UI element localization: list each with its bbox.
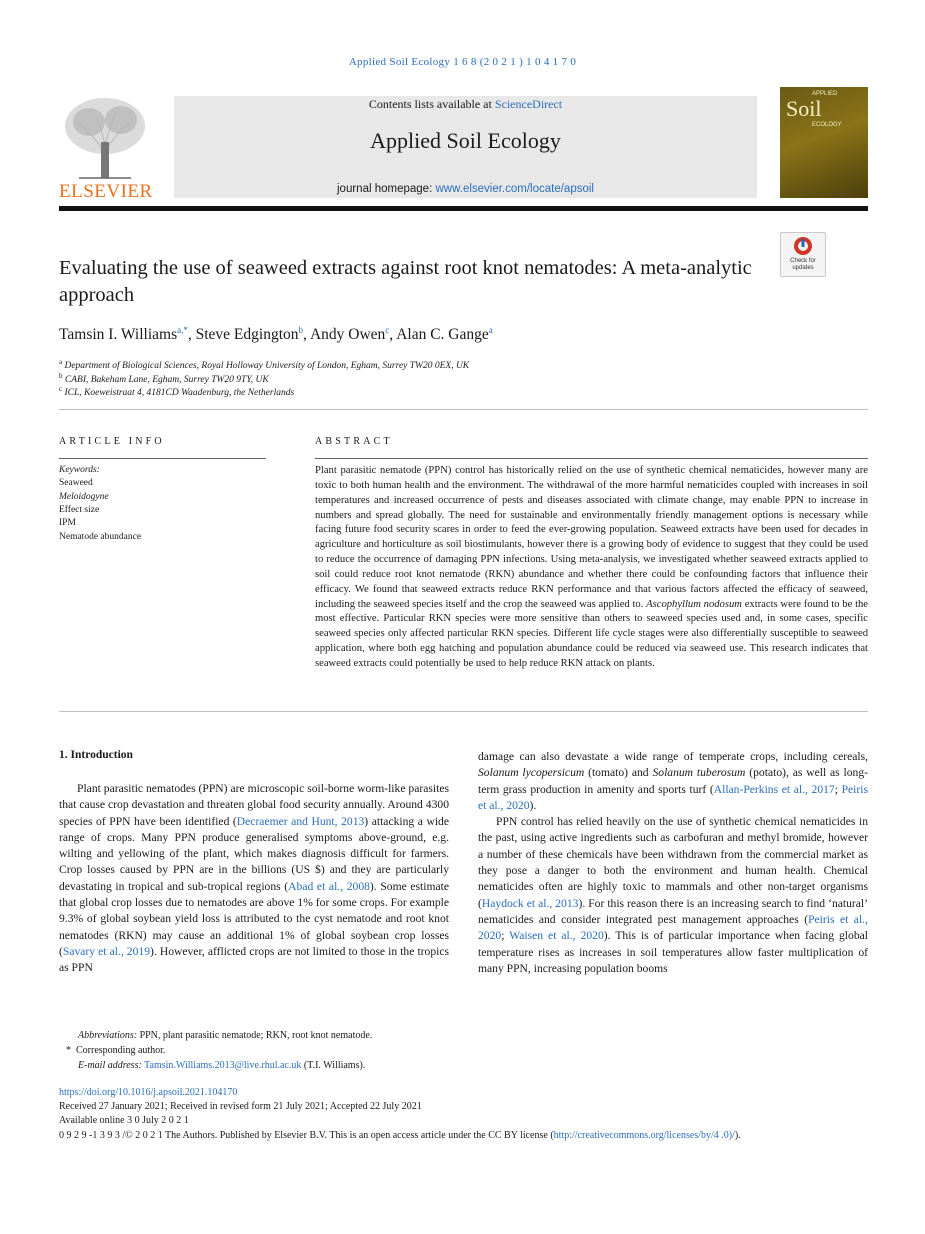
- body-text: damage can also devastate a wide range of temperate crops, including cereals,: [478, 750, 868, 763]
- affiliation: [59, 372, 269, 385]
- body-text: ). Some estimate that global crop losses due to nematodes are above 1% for some crops. For example 9.3% of global soybean yield loss is attributed to the cyst nematode and root knot nematodes (RKN) may cause an additional 1% of global soybean crop losses (: [59, 879, 449, 958]
- body-text: ). However, afflicted crops are not limited to those in the tropics as PPN: [59, 944, 449, 975]
- cover-bottom-text: ECOLOGY: [812, 122, 842, 128]
- footnote-text: (T.I. Williams).: [301, 1060, 366, 1071]
- body-text: ). For this reason there is an increasing search to find ‘natural’ nematicides and consider integrated pest management approaches (: [478, 896, 869, 926]
- separator: ;: [834, 782, 842, 796]
- article-info-label: ARTICLE INFO: [59, 436, 165, 447]
- license-text: ).: [734, 1130, 741, 1141]
- cover-top-text: APPLIED: [812, 91, 838, 97]
- masthead-rule: [59, 206, 868, 211]
- author-affil-mark[interactable]: a,*: [177, 325, 188, 335]
- keyword: Seaweed: [59, 478, 93, 488]
- affiliation-text: CABI, Bakeham Lane, Egham, Surrey TW20 9TY, UK: [64, 375, 269, 386]
- abstract-label: ABSTRACT: [315, 436, 393, 447]
- article-title: Evaluating the use of seaweed extracts against root knot nematodes: A meta-analytic approach: [59, 257, 752, 306]
- available-online: Available online 3 0 July 2 0 2 1: [59, 1115, 189, 1126]
- citation-link[interactable]: Allan-Perkins et al., 2017: [713, 782, 835, 796]
- affiliation: [59, 385, 294, 398]
- divider: [59, 409, 868, 410]
- citation-link[interactable]: Abad et al., 2008: [288, 879, 370, 893]
- footnote-text: PPN, plant parasitic nematode; RKN, root knot nematode.: [137, 1030, 373, 1041]
- author-affil-mark[interactable]: a: [488, 325, 493, 335]
- affiliation-text: ICL, Koeweistraat 4, 4181CD Waadenburg, the Netherlands: [64, 388, 295, 399]
- body-text: ).: [529, 798, 537, 812]
- body-text: ) attacking a wide range of crops. Many PPN produce generalised symptoms above-ground, e.g. wilting and yellowing of the plant, which makes diagnosis difficult for farmers. Crop losses caused by PPN are in the billions (US $) and they are particularly devastating in tropical and sub-tropical regions (: [59, 814, 449, 893]
- license-link[interactable]: http://creativecommons.org/licenses/by/4 .0)/: [553, 1130, 735, 1141]
- license-line: [59, 1130, 868, 1141]
- abstract-text: extracts were found to be the most effective. Particular RKN species were more sensitive than others to seaweed species used and, in some cases, specific seaweed species only affected particular RKN species. Different life cycle stages were also differentially susceptible to seaweed application, where both egg hatching and population abundance could be reduced via seaweed use. This research indicates that seaweed extracts could potentially be used to help reduce RKN attack on plants.: [315, 598, 869, 669]
- species-name: Solanum lycopersicum: [478, 766, 585, 780]
- publisher-wordmark: ELSEVIER: [59, 181, 153, 202]
- paragraph: [478, 749, 868, 814]
- citation-link[interactable]: Peiris et al., 2020: [478, 912, 868, 943]
- cover-title-text: Soil: [786, 96, 822, 121]
- paragraph: [478, 814, 868, 977]
- journal-title: Applied Soil Ecology: [370, 128, 561, 153]
- divider: [59, 711, 868, 712]
- species-name: Solanum tuberosum: [652, 766, 746, 780]
- author-name[interactable]: Steve Edgington: [195, 326, 299, 344]
- body-text: (potato), as well as long-term grass production in amenity and sports turf (: [478, 766, 869, 796]
- received-dates: Received 27 January 2021; Received in revised form 21 July 2021; Accepted 22 July 2021: [59, 1101, 422, 1112]
- abstract-text: Plant parasitic nematode (PPN) control has historically relied on the use of synthetic chemical nematicides, however many are toxic to both human health and the environment. The withdrawal of the more harmful nematicides coupled with increases in soil temperatures and increased occurrence of pests and diseases associated with climate change, may enable PPN to increase in numbers and spread globally. The need for sustainable and environmentally friendly management options is necessary while facing future food security scares in order to feed the ever-growing population. Seaweed extracts have been used for decades in agriculture and horticulture as soil biostimulants, however there is a growing body of evidence to suggest that they could be used to reduce the occurrence of damaging PPN infections. Using meta-analysis, we investigated whether seaweed extracts applied to soil could reduce root knot nematode (RKN) abundance and whether there could be confounding factors that influence their efficacy. We found that seaweed extracts reduce RKN performance and that various factors affected the efficacy of seaweed, including the seaweed species itself and the crop the seaweed was applied to.: [315, 465, 868, 610]
- affiliation-mark: a: [59, 358, 63, 366]
- body-column-left: [59, 781, 449, 977]
- citation-link[interactable]: Decraemer and Hunt, 2013: [236, 814, 365, 828]
- keyword: Nematode abundance: [59, 532, 142, 542]
- homepage-link[interactable]: www.elsevier.com/locate/apsoil: [435, 183, 594, 195]
- email-link[interactable]: Tamsin.Williams.2013@live.rhul.ac.uk: [144, 1060, 302, 1071]
- journal-homepage: [174, 183, 757, 195]
- sciencedirect-link[interactable]: ScienceDirect: [494, 97, 563, 111]
- footnote-abbreviations: [78, 1030, 372, 1041]
- body-column-right: [478, 749, 868, 977]
- abstract-species: Ascophyllum nodosum: [646, 598, 742, 610]
- journal-citation[interactable]: Applied Soil Ecology 1 6 8 (2 0 2 1 ) 1 0 4 1 7 0: [348, 56, 577, 68]
- license-text: 0 9 2 9 -1 3 9 3 /© 2 0 2 1 The Authors. Published by Elsevier B.V. This is an open access article under the CC BY license (: [59, 1130, 554, 1141]
- separator: ;: [501, 929, 510, 943]
- keyword: Meloidogyne: [59, 492, 109, 502]
- footnote-label: Abbreviations:: [78, 1030, 138, 1041]
- footnote-corresponding: [66, 1045, 165, 1056]
- divider: [59, 458, 266, 459]
- doi-link[interactable]: https://doi.org/10.1016/j.apsoil.2021.104170: [59, 1087, 238, 1098]
- body-text: ). This is of particular importance when facing global temperature rises as increases in soil temperatures allow faster multiplication of many PPN, increasing population booms: [478, 929, 868, 975]
- section-heading: 1. Introduction: [59, 749, 133, 761]
- affiliation-mark: b: [59, 372, 63, 380]
- footnote-label: E-mail address:: [78, 1060, 142, 1071]
- divider: [315, 458, 868, 459]
- author-name[interactable]: Tamsin I. Williams: [59, 326, 178, 344]
- abstract-body: [315, 464, 868, 672]
- author-name[interactable]: Andy Owen: [309, 326, 386, 344]
- citation-link[interactable]: Savary et al., 2019: [62, 944, 150, 958]
- body-text: Plant parasitic nematodes (PPN) are microscopic soil-borne worm-like parasites that cause crop devastation and threaten global food security annually. Around 4300 species of PPN have been identified (: [59, 782, 449, 828]
- homepage-prefix: journal homepage:: [337, 183, 436, 195]
- citation-link[interactable]: Haydock et al., 2013: [481, 896, 579, 910]
- contents-line: [174, 97, 757, 112]
- check-updates-icon: [781, 233, 825, 259]
- affiliation: [59, 358, 469, 371]
- author-affil-mark[interactable]: b: [298, 325, 304, 335]
- affiliation-text: Department of Biological Sciences, Royal Holloway University of London, Egham, Surrey TW20 0EX, UK: [64, 361, 470, 372]
- author-list: Tamsin I. Williams$^{a,*}$, Steve Edgington$^b$, Andy Owen$^c$, Alan C. Gange$^a$: [59, 325, 493, 344]
- author-affil-mark[interactable]: c: [385, 325, 390, 335]
- footnote-email: [78, 1060, 365, 1071]
- keyword: Effect size: [59, 505, 100, 515]
- affiliation-mark: c: [59, 385, 63, 393]
- citation-link[interactable]: Waisen et al., 2020: [509, 929, 604, 943]
- keyword: IPM: [59, 518, 76, 528]
- citation-link[interactable]: Peiris et al., 2020: [478, 782, 868, 812]
- keywords-label: Keywords:: [59, 465, 100, 475]
- check-updates-label: Check for updates: [790, 258, 816, 271]
- body-text: (tomato) and: [584, 766, 653, 780]
- body-text: PPN control has relied heavily on the use of synthetic chemical nematicides in the past, using active ingredients such as carbofuran and methyl bromide, however a number of these chemicals have been withdrawn from the commercial market as they pose a danger to both the environment and human health. Chemical nematicides often are highly toxic to mammals and other non-target organisms (: [478, 815, 868, 910]
- author-name[interactable]: Alan C. Gange: [396, 326, 489, 344]
- footnote-text: Corresponding author.: [76, 1045, 166, 1056]
- contents-prefix: Contents lists available at: [368, 97, 495, 111]
- footnote-mark: *: [66, 1045, 71, 1056]
